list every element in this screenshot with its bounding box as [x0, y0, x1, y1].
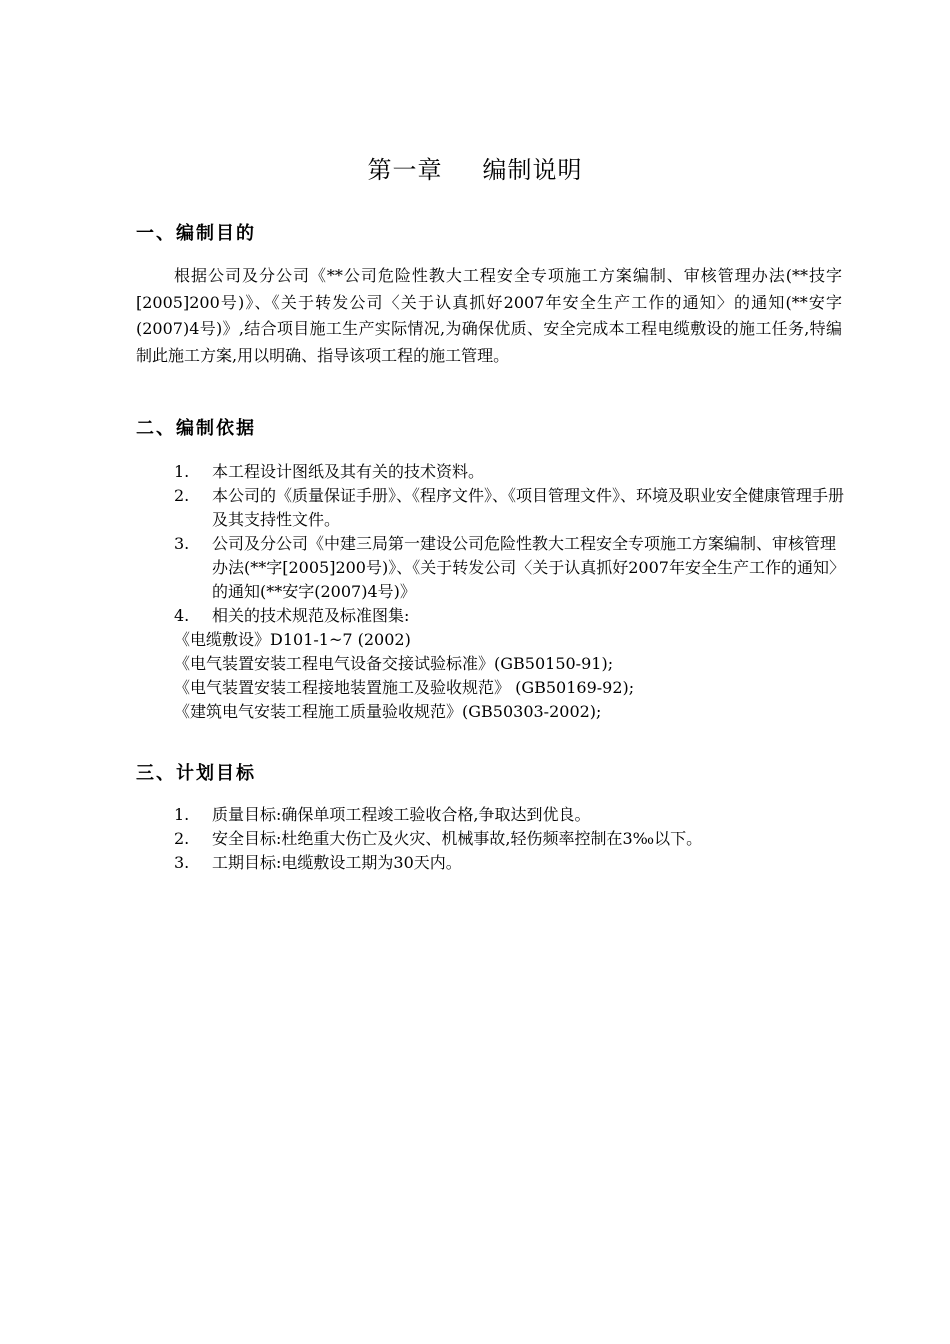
list-number: 3. [174, 853, 190, 872]
list-item [136, 851, 846, 875]
standard-item: 《电气装置安装工程接地装置施工及验收规范》 (GB50169-92); [174, 678, 635, 697]
list-text: 安全目标:杜绝重大伤亡及火灾、机械事故,轻伤频率控制在3‰以下。 [212, 829, 703, 848]
list-number: 4. [174, 606, 190, 625]
list-text: 相关的技术规范及标准图集: [212, 606, 410, 625]
standard-item: 《电气装置安装工程电气设备交接试验标准》(GB50150-91); [174, 654, 614, 673]
standard-item: 《建筑电气安装工程施工质量验收规范》(GB50303-2002); [174, 702, 602, 721]
list-text: 质量目标:确保单项工程竣工验收合格,争取达到优良。 [212, 805, 591, 824]
list-text: 公司及分公司《中建三局第一建设公司危险性教大工程安全专项施工方案编制、审核管理办法(**字[2005]200号)》、《关于转发公司〈关于认真抓好2007年安全生产工作的通知〉的通知(**安字(2007)4号)》 [212, 534, 845, 601]
list-item [136, 827, 846, 851]
standard-item: 《电缆敷设》D101-1~7 (2002) [174, 630, 411, 649]
section-heading-purpose: 一、编制目的 [136, 223, 256, 244]
list-text: 本公司的《质量保证手册》、《程序文件》、《项目管理文件》、环境及职业安全健康管理手册及其支持性文件。 [212, 486, 845, 529]
chapter-name: 编制说明 [482, 156, 583, 184]
purpose-text: 根据公司及分公司《**公司危险性教大工程安全专项施工方案编制、审核管理办法(**技字[2005]200号)》、《关于转发公司〈关于认真抓好2007年安全生产工作的通知〉的通知(**安字(2007)4号)》,结合项目施工生产实际情况,为确保优质、安全完成本工程电缆敷设的施工任务,特编制此施工方案,用以明确、指导该项工程的施工管理。 [136, 266, 842, 365]
goals-list [136, 803, 846, 875]
list-number: 1. [174, 805, 190, 824]
chapter-label: 第一章 [367, 156, 443, 184]
list-item [136, 460, 846, 484]
list-text: 工期目标:电缆敷设工期为30天内。 [212, 853, 462, 872]
chapter-title [0, 150, 950, 185]
list-number: 2. [174, 829, 190, 848]
section-heading-goals: 三、计划目标 [136, 763, 256, 784]
list-item [136, 803, 846, 827]
purpose-paragraph [136, 263, 842, 369]
section-heading-basis: 二、编制依据 [136, 418, 256, 439]
list-number: 1. [174, 462, 190, 481]
list-item [136, 604, 846, 628]
list-text: 本工程设计图纸及其有关的技术资料。 [212, 462, 485, 481]
list-item [136, 532, 846, 604]
list-item [136, 484, 846, 532]
list-number: 2. [174, 486, 190, 505]
basis-list [136, 460, 846, 724]
list-number: 3. [174, 534, 190, 553]
